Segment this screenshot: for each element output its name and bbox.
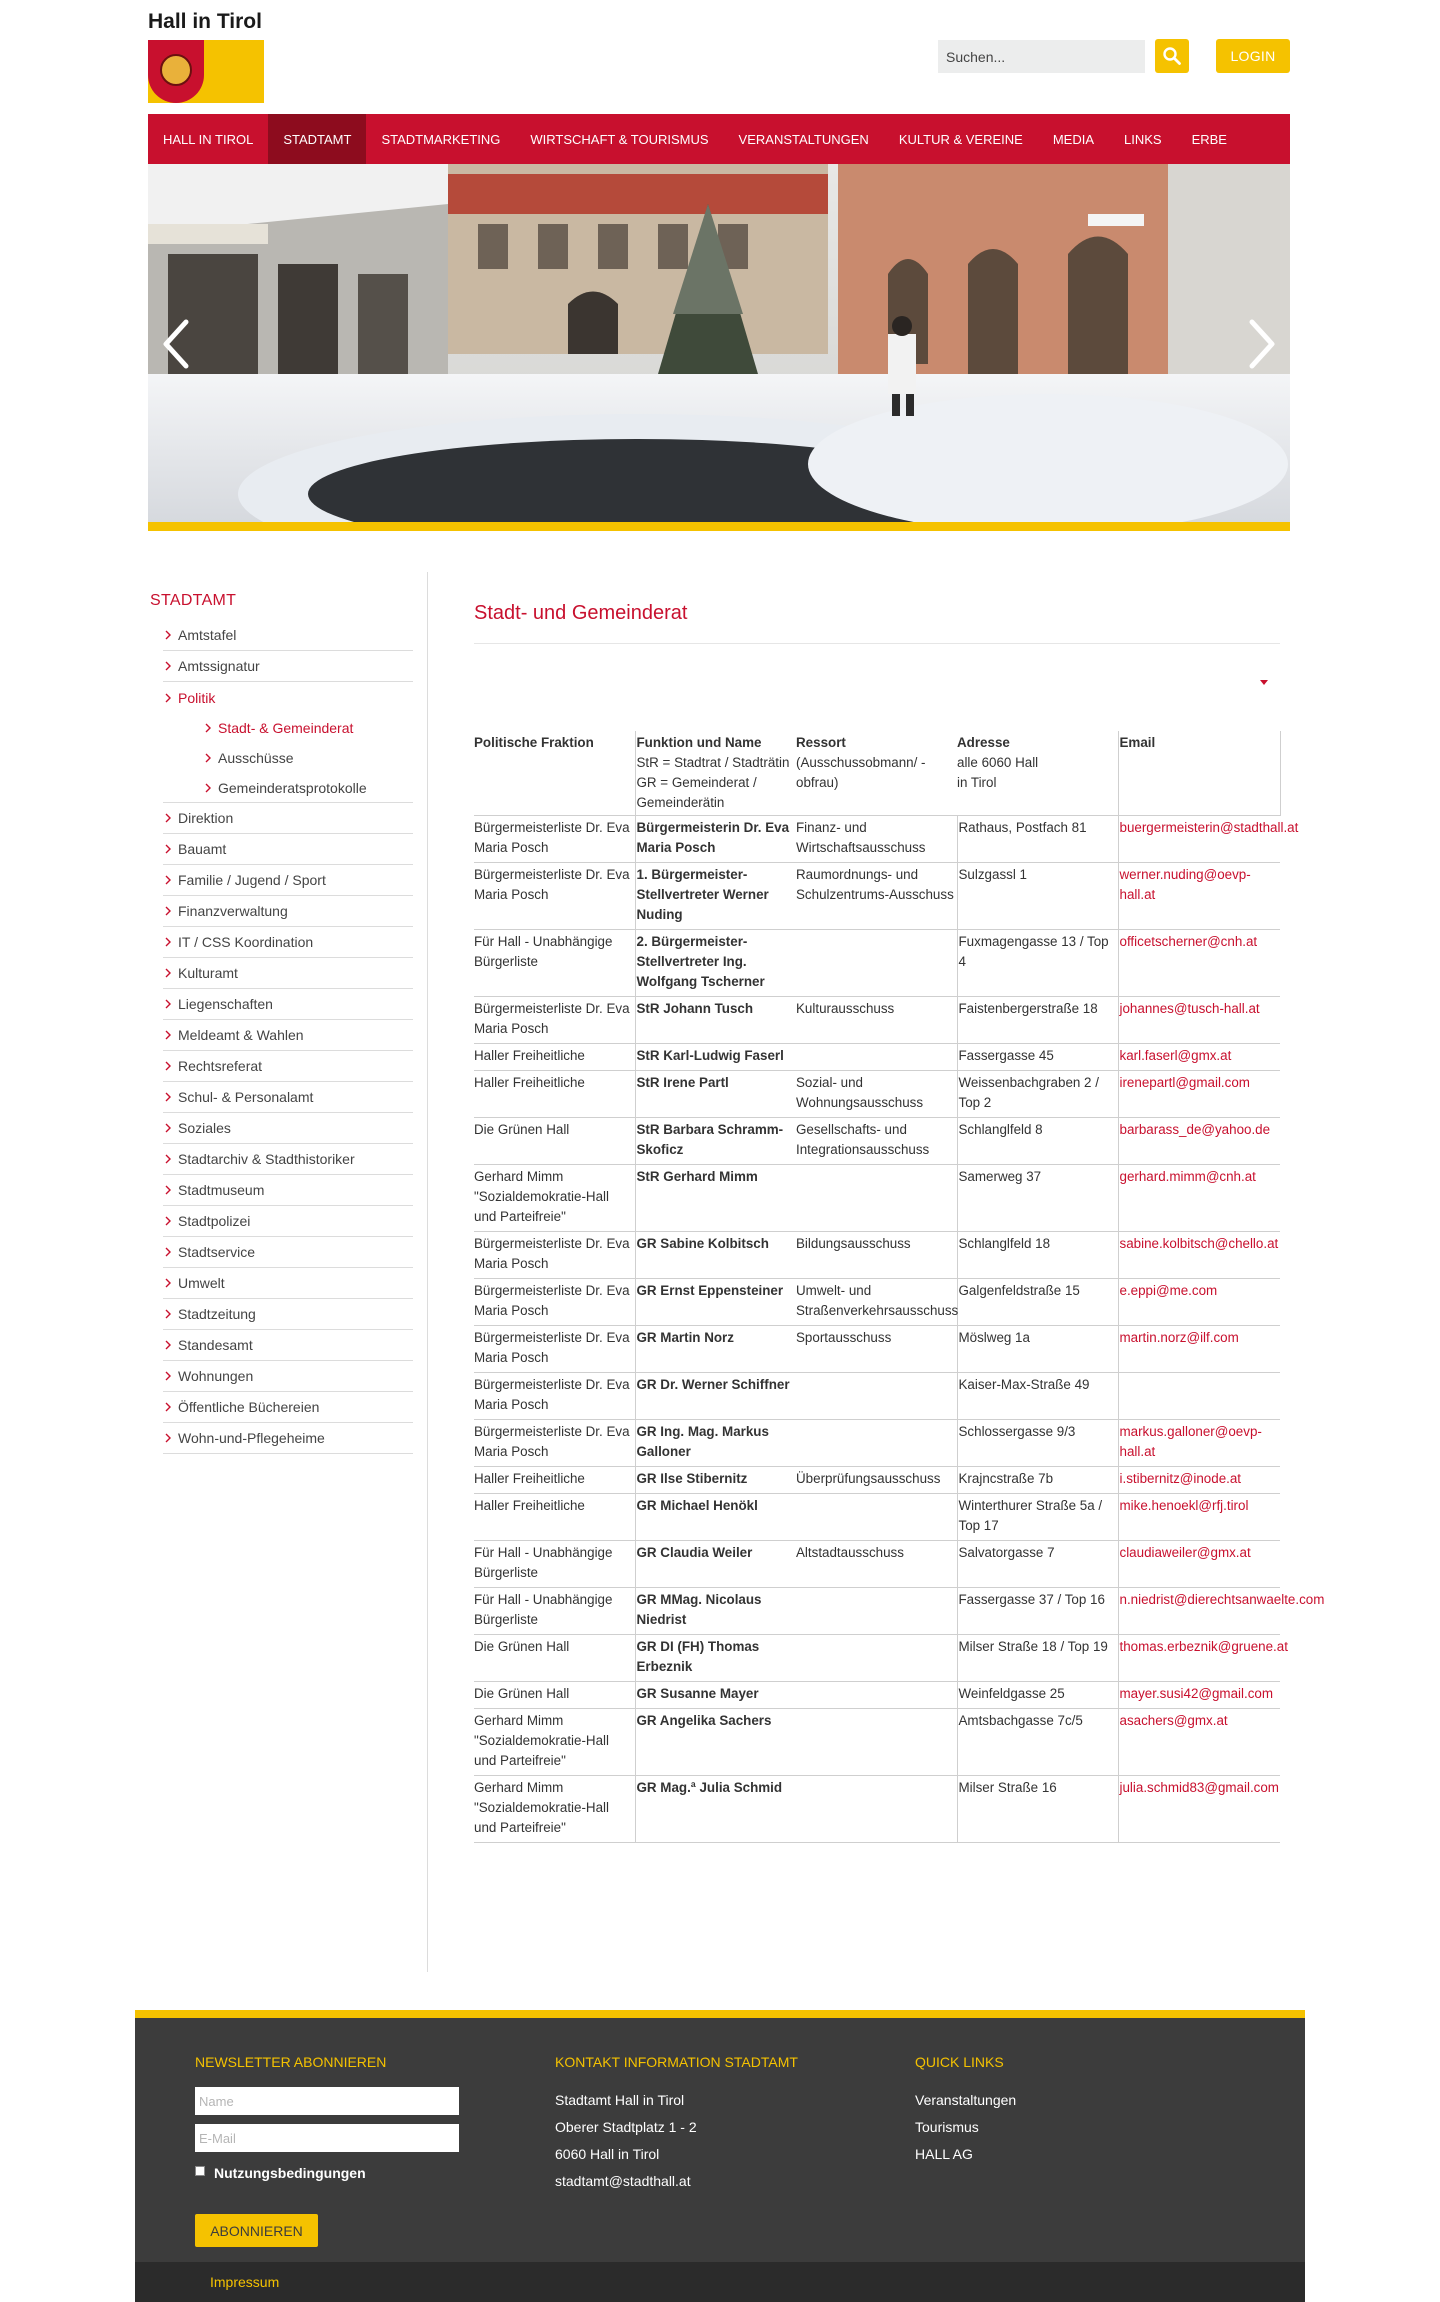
cell-fraktion: Bürgermeisterliste Dr. Eva Maria Posch [474, 997, 635, 1044]
table-row [474, 930, 1280, 997]
chevron-right-icon [165, 1371, 171, 1381]
cell-ressort: Altstadtausschuss [796, 1541, 957, 1588]
cell-adresse: Schlanglfeld 8 [957, 1118, 1118, 1165]
table-header-row [474, 731, 1280, 816]
footer-accent-bar [135, 2010, 1305, 2018]
contact-line: Stadtamt Hall in Tirol [555, 2092, 685, 2108]
cell-email-link[interactable]: werner.nuding@oevp-hall.at [1118, 863, 1280, 930]
cell-ressort: Sozial- und Wohnungsausschuss [796, 1071, 957, 1118]
cell-email-link[interactable]: n.niedrist@dierechtsanwaelte.com [1118, 1588, 1280, 1635]
cell-email-link[interactable]: mayer.susi42@gmail.com [1118, 1682, 1280, 1709]
quick-link-veranstaltungen[interactable]: Veranstaltungen [915, 2092, 1017, 2108]
table-row [474, 1279, 1280, 1326]
cell-name: GR Ernst Eppensteiner [635, 1279, 796, 1326]
cell-ressort: Raumordnungs- und Schulzentrums-Ausschuss [796, 863, 957, 930]
cell-email-link[interactable]: i.stibernitz@inode.at [1118, 1467, 1280, 1494]
cell-adresse: Salvatorgasse 7 [957, 1541, 1118, 1588]
sidebar-item-label: Politik [178, 689, 216, 706]
contact-heading: KONTAKT INFORMATION STADTAMT [555, 2054, 798, 2070]
cell-fraktion: Bürgermeisterliste Dr. Eva Maria Posch [474, 1232, 635, 1279]
sidebar-subitem-stadt-gemeinderat[interactable] [163, 713, 413, 743]
cell-adresse: Rathaus, Postfach 81 [957, 816, 1118, 863]
cell-ressort [796, 1709, 957, 1776]
cell-email-link[interactable]: sabine.kolbitsch@chello.at [1118, 1232, 1280, 1279]
cell-fraktion: Die Grünen Hall [474, 1635, 635, 1682]
sidebar-item-label: Kulturamt [178, 965, 238, 981]
search-button[interactable] [1155, 39, 1189, 73]
cell-adresse: Samerweg 37 [957, 1165, 1118, 1232]
hero-slider [148, 164, 1290, 522]
sidebar-item-label: IT / CSS Koordination [178, 934, 314, 950]
nav-item-erbe[interactable]: ERBE [1191, 131, 1227, 147]
cell-email-link[interactable] [1118, 1373, 1280, 1420]
sidebar-item-wohnungen[interactable] [163, 1361, 413, 1392]
chevron-right-icon [205, 753, 211, 763]
cell-email-link[interactable]: mike.henoekl@rfj.tirol [1118, 1494, 1280, 1541]
nav-item-links[interactable]: LINKS [1124, 131, 1162, 147]
chevron-right-icon [165, 968, 171, 978]
cell-adresse: Amtsbachgasse 7c/5 [957, 1709, 1118, 1776]
slider-prev-arrow-icon[interactable] [158, 314, 198, 374]
title-divider [474, 643, 1280, 644]
table-row [474, 1118, 1280, 1165]
table-row [474, 1635, 1280, 1682]
chevron-right-icon [165, 1185, 171, 1195]
cell-ressort [796, 1420, 957, 1467]
coat-of-arms-icon [148, 40, 204, 103]
cell-email-link[interactable]: johannes@tusch-hall.at [1118, 997, 1280, 1044]
chevron-right-icon [165, 661, 171, 671]
cell-email-link[interactable]: gerhard.mimm@cnh.at [1118, 1165, 1280, 1232]
sidebar-item-stadtservice[interactable] [163, 1237, 413, 1268]
cell-fraktion: Gerhard Mimm "Sozialdemokratie-Hall und Parteifreie" [474, 1709, 635, 1776]
cell-adresse: Milser Straße 18 / Top 19 [957, 1635, 1118, 1682]
sidebar-item-politik[interactable] [163, 682, 413, 713]
sidebar-subitem-gemeinderatsprotokolle[interactable] [163, 773, 413, 803]
cell-adresse: Milser Straße 16 [957, 1776, 1118, 1843]
cell-ressort [796, 1635, 957, 1682]
cell-name: GR Dr. Werner Schiffner [635, 1373, 796, 1420]
subscribe-button[interactable]: ABONNIEREN [195, 2214, 318, 2247]
cell-ressort [796, 1494, 957, 1541]
chevron-right-icon [205, 783, 211, 793]
hero-image [148, 164, 1290, 522]
sidebar-subitem-label: Ausschüsse [218, 750, 294, 766]
cell-email-link[interactable]: thomas.erbeznik@gruene.at [1118, 1635, 1280, 1682]
cell-adresse: Schlanglfeld 18 [957, 1232, 1118, 1279]
sidebar-item-it-css-koordination[interactable] [163, 927, 413, 958]
table-row [474, 997, 1280, 1044]
chevron-right-icon [165, 1309, 171, 1319]
cell-fraktion: Haller Freiheitliche [474, 1071, 635, 1118]
nav-item-wirtschaft-tourismus[interactable]: WIRTSCHAFT & TOURISMUS [530, 131, 709, 147]
cell-adresse: Weissenbachgraben 2 / Top 2 [957, 1071, 1118, 1118]
sidebar-item-stadtzeitung[interactable] [163, 1299, 413, 1330]
search-icon [1162, 46, 1182, 66]
newsletter-heading: NEWSLETTER ABONNIEREN [195, 2054, 387, 2070]
cell-adresse: Krajncstraße 7b [957, 1467, 1118, 1494]
nav-item-hall-in-tirol[interactable]: HALL IN TIROL [163, 131, 254, 147]
cell-name: GR Ing. Mag. Markus Galloner [635, 1420, 796, 1467]
table-row [474, 1071, 1280, 1118]
sidebar-item-label: Stadtarchiv & Stadthistoriker [178, 1151, 355, 1167]
sidebar-item-label: Amtssignatur [178, 658, 260, 674]
cell-fraktion: Bürgermeisterliste Dr. Eva Maria Posch [474, 1420, 635, 1467]
chevron-right-icon [165, 1433, 171, 1443]
table-row [474, 1494, 1280, 1541]
chevron-right-icon [165, 1216, 171, 1226]
cell-adresse: Sulzgassl 1 [957, 863, 1118, 930]
cell-fraktion: Die Grünen Hall [474, 1682, 635, 1709]
cell-ressort [796, 1682, 957, 1709]
cell-fraktion: Haller Freiheitliche [474, 1467, 635, 1494]
chevron-right-icon [165, 1030, 171, 1040]
sidebar-item-label: Finanzverwaltung [178, 903, 288, 919]
sidebar-item-label: Stadtservice [178, 1244, 256, 1260]
cell-fraktion: Für Hall - Unabhängige Bürgerliste [474, 1588, 635, 1635]
cell-name: GR MMag. Nicolaus Niedrist [635, 1588, 796, 1635]
column-divider [427, 572, 428, 1972]
nav-item-stadtmarketing[interactable]: STADTMARKETING [381, 131, 501, 147]
table-row [474, 1326, 1280, 1373]
chevron-right-icon [165, 1154, 171, 1164]
table-row [474, 1588, 1280, 1635]
site-logo[interactable] [148, 40, 264, 103]
cell-fraktion: Bürgermeisterliste Dr. Eva Maria Posch [474, 863, 635, 930]
table-row [474, 1776, 1280, 1843]
cell-email-link[interactable]: markus.galloner@oevp-hall.at [1118, 1420, 1280, 1467]
sidebar-menu [163, 620, 413, 1454]
sidebar-item-label: Liegenschaften [178, 996, 273, 1012]
sidebar-item-bauamt[interactable] [163, 834, 413, 865]
chevron-right-icon [165, 693, 171, 703]
cell-fraktion: Die Grünen Hall [474, 1118, 635, 1165]
cell-fraktion: Gerhard Mimm "Sozialdemokratie-Hall und Parteifreie" [474, 1776, 635, 1843]
cell-ressort [796, 1165, 957, 1232]
cell-adresse: Schlossergasse 9/3 [957, 1420, 1118, 1467]
cell-name: GR Sabine Kolbitsch [635, 1232, 796, 1279]
cell-adresse: Fassergasse 37 / Top 16 [957, 1588, 1118, 1635]
cell-name: 2. Bürgermeister-Stellvertreter Ing. Wolfgang Tscherner [635, 930, 796, 997]
cell-adresse: Galgenfeldstraße 15 [957, 1279, 1118, 1326]
nav-item-media[interactable]: MEDIA [1052, 131, 1094, 147]
sidebar-item-label: Direktion [178, 810, 234, 826]
chevron-right-icon [165, 813, 171, 823]
cell-email-link[interactable]: irenepartl@gmail.com [1118, 1071, 1280, 1118]
cell-ressort [796, 1588, 957, 1635]
sidebar-item-buechereien[interactable] [163, 1392, 413, 1423]
column-header-ressort: Ressort (Ausschussobmann/ -obfrau) [796, 731, 957, 816]
login-button[interactable]: LOGIN [1216, 39, 1290, 73]
cell-adresse: Kaiser-Max-Straße 49 [957, 1373, 1118, 1420]
sidebar-item-stadtmuseum[interactable] [163, 1175, 413, 1206]
table-row [474, 1420, 1280, 1467]
chevron-right-icon [205, 723, 211, 733]
page-title: Stadt- und Gemeinderat [474, 602, 688, 624]
chevron-right-icon [165, 906, 171, 916]
sidebar-item-label: Bauamt [178, 841, 227, 857]
sidebar-item-direktion[interactable] [163, 803, 413, 834]
sidebar-item-label: Familie / Jugend / Sport [178, 872, 326, 888]
sidebar-item-label: Schul- & Personalamt [178, 1089, 314, 1105]
cell-ressort: Kulturausschuss [796, 997, 957, 1044]
cell-fraktion: Für Hall - Unabhängige Bürgerliste [474, 930, 635, 997]
cell-fraktion: Haller Freiheitliche [474, 1494, 635, 1541]
cell-fraktion: Haller Freiheitliche [474, 1044, 635, 1071]
hero-accent-bar [148, 522, 1290, 531]
cell-ressort: Sportausschuss [796, 1326, 957, 1373]
impressum-link[interactable]: Impressum [210, 2274, 280, 2290]
sidebar-item-label: Standesamt [178, 1337, 253, 1353]
newsletter-email-field[interactable] [195, 2124, 459, 2152]
sidebar-item-stadtpolizei[interactable] [163, 1206, 413, 1237]
cell-ressort: Gesellschafts- und Integrationsausschuss [796, 1118, 957, 1165]
cell-name: StR Gerhard Mimm [635, 1165, 796, 1232]
table-row [474, 1541, 1280, 1588]
table-row [474, 863, 1280, 930]
terms-label[interactable]: Nutzungsbedingungen [214, 2165, 366, 2181]
quick-link-tourismus[interactable]: Tourismus [915, 2119, 979, 2135]
cell-name: GR DI (FH) Thomas Erbeznik [635, 1635, 796, 1682]
quick-links-heading: QUICK LINKS [915, 2054, 1004, 2070]
cell-name: StR Karl-Ludwig Faserl [635, 1044, 796, 1071]
sidebar-item-label: Umwelt [178, 1275, 225, 1291]
sidebar-item-label: Wohn-und-Pflegeheime [178, 1430, 325, 1446]
chevron-right-icon [165, 1092, 171, 1102]
sidebar-item-amtssignatur[interactable] [163, 651, 413, 682]
cell-ressort: Finanz- und Wirtschaftsausschuss [796, 816, 957, 863]
chevron-right-icon [165, 937, 171, 947]
cell-email-link[interactable]: claudiaweiler@gmx.at [1118, 1541, 1280, 1588]
cell-ressort [796, 1776, 957, 1843]
dropdown-caret-icon[interactable] [1260, 680, 1268, 685]
cell-ressort: Umwelt- und Straßenverkehrsausschuss [796, 1279, 957, 1326]
quick-link-hall-ag[interactable]: HALL AG [915, 2146, 973, 2162]
chevron-right-icon [165, 1123, 171, 1133]
cell-ressort: Überprüfungsausschuss [796, 1467, 957, 1494]
cell-name: GR Mag.ª Julia Schmid [635, 1776, 796, 1843]
cell-email-link[interactable]: barbarass_de@yahoo.de [1118, 1118, 1280, 1165]
cell-email-link[interactable]: karl.faserl@gmx.at [1118, 1044, 1280, 1071]
cell-email-link[interactable]: asachers@gmx.at [1118, 1709, 1280, 1776]
cell-name: StR Irene Partl [635, 1071, 796, 1118]
sidebar-item-rechtsreferat[interactable] [163, 1051, 413, 1082]
sidebar-item-meldeamt-wahlen[interactable] [163, 1020, 413, 1051]
nav-item-veranstaltungen[interactable]: VERANSTALTUNGEN [738, 131, 869, 147]
cell-name: 1. Bürgermeister-Stellvertreter Werner Nuding [635, 863, 796, 930]
cell-fraktion: Gerhard Mimm "Sozialdemokratie-Hall und Parteifreie" [474, 1165, 635, 1232]
cell-ressort [796, 1044, 957, 1071]
sidebar-item-label: Stadtpolizei [178, 1213, 251, 1229]
chevron-right-icon [165, 1278, 171, 1288]
contact-line: 6060 Hall in Tirol [555, 2146, 660, 2162]
sidebar-item-label: Stadtzeitung [178, 1306, 256, 1322]
cell-fraktion: Bürgermeisterliste Dr. Eva Maria Posch [474, 816, 635, 863]
table-row [474, 1373, 1280, 1420]
cell-adresse: Weinfeldgasse 25 [957, 1682, 1118, 1709]
cell-email-link[interactable]: julia.schmid83@gmail.com [1118, 1776, 1280, 1843]
cell-name: GR Claudia Weiler [635, 1541, 796, 1588]
cell-name: StR Barbara Schramm-Skoficz [635, 1118, 796, 1165]
sidebar-item-familie-jugend-sport[interactable] [163, 865, 413, 896]
cell-name: GR Ilse Stibernitz [635, 1467, 796, 1494]
cell-email-link[interactable]: martin.norz@ilf.com [1118, 1326, 1280, 1373]
slider-next-arrow-icon[interactable] [1240, 314, 1280, 374]
chevron-right-icon [165, 1340, 171, 1350]
sidebar-item-stadtarchiv[interactable] [163, 1144, 413, 1175]
cell-fraktion: Bürgermeisterliste Dr. Eva Maria Posch [474, 1326, 635, 1373]
cell-email-link[interactable]: buergermeisterin@stadthall.at [1118, 816, 1280, 863]
sidebar-item-label: Soziales [178, 1120, 231, 1136]
sidebar-subitem-label: Stadt- & Gemeinderat [218, 720, 354, 736]
footer-bottom-bar [135, 2262, 1305, 2302]
sidebar-item-amtstafel[interactable] [163, 620, 413, 651]
sidebar-item-label: Stadtmuseum [178, 1182, 265, 1198]
chevron-right-icon [165, 1247, 171, 1257]
site-title[interactable]: Hall in Tirol [148, 10, 262, 33]
cell-adresse: Möslweg 1a [957, 1326, 1118, 1373]
sidebar-title: STADTAMT [150, 592, 237, 609]
cell-name: GR Susanne Mayer [635, 1682, 796, 1709]
sidebar-item-label: Rechtsreferat [178, 1058, 263, 1074]
column-header-funktion: Funktion und Name StR = Stadtrat / Stadträtin GR = Gemeinderat / Gemeinderätin [635, 731, 796, 816]
sidebar-item-liegenschaften[interactable] [163, 989, 413, 1020]
table-row [474, 1709, 1280, 1776]
sidebar-item-wohn-pflegeheime[interactable] [163, 1423, 413, 1454]
sidebar-item-schul-personalamt[interactable] [163, 1082, 413, 1113]
chevron-right-icon [165, 1061, 171, 1071]
chevron-right-icon [165, 844, 171, 854]
cell-adresse: Fuxmagengasse 13 / Top 4 [957, 930, 1118, 997]
contact-line: Oberer Stadtplatz 1 - 2 [555, 2119, 697, 2135]
table-row [474, 1682, 1280, 1709]
table-row [474, 1044, 1280, 1071]
sidebar-item-label: Öffentliche Büchereien [178, 1399, 320, 1415]
search-input[interactable] [938, 40, 1145, 73]
cell-adresse: Winterthurer Straße 5a / Top 17 [957, 1494, 1118, 1541]
cell-ressort [796, 930, 957, 997]
cell-email-link[interactable]: officetscherner@cnh.at [1118, 930, 1280, 997]
cell-name: StR Johann Tusch [635, 997, 796, 1044]
cell-adresse: Fassergasse 45 [957, 1044, 1118, 1071]
sidebar-item-label: Amtstafel [178, 627, 237, 643]
cell-ressort [796, 1373, 957, 1420]
column-header-email: Email [1118, 731, 1280, 816]
table-row [474, 816, 1280, 863]
cell-name: GR Michael Henökl [635, 1494, 796, 1541]
sidebar-subitem-label: Gemeinderatsprotokolle [218, 779, 367, 796]
terms-checkbox[interactable] [195, 2166, 205, 2176]
sidebar-item-kulturamt[interactable] [163, 958, 413, 989]
cell-name: GR Martin Norz [635, 1326, 796, 1373]
sidebar-item-soziales[interactable] [163, 1113, 413, 1144]
cell-name: GR Angelika Sachers [635, 1709, 796, 1776]
nav-item-kultur-vereine[interactable]: KULTUR & VEREINE [898, 131, 1023, 147]
column-header-fraktion: Politische Fraktion [474, 731, 635, 816]
sidebar-item-umwelt[interactable] [163, 1268, 413, 1299]
cell-name: Bürgermeisterin Dr. Eva Maria Posch [635, 816, 796, 863]
table-row [474, 1165, 1280, 1232]
chevron-right-icon [165, 1402, 171, 1412]
council-table [474, 731, 1325, 1843]
column-header-adresse: Adresse alle 6060 Hall in Tirol [957, 731, 1118, 816]
main-nav [148, 114, 1290, 164]
chevron-right-icon [165, 875, 171, 885]
table-row [474, 1467, 1280, 1494]
cell-email-link[interactable]: e.eppi@me.com [1118, 1279, 1280, 1326]
sidebar-item-finanzverwaltung[interactable] [163, 896, 413, 927]
contact-email-link[interactable]: stadtamt@stadthall.at [555, 2173, 691, 2189]
cell-fraktion: Bürgermeisterliste Dr. Eva Maria Posch [474, 1279, 635, 1326]
sidebar-subitem-ausschuesse[interactable] [163, 743, 413, 773]
cell-adresse: Faistenbergerstraße 18 [957, 997, 1118, 1044]
cell-fraktion: Bürgermeisterliste Dr. Eva Maria Posch [474, 1373, 635, 1420]
cell-ressort: Bildungsausschuss [796, 1232, 957, 1279]
nav-item-stadtamt[interactable]: STADTAMT [268, 114, 366, 164]
sidebar-item-label: Wohnungen [178, 1368, 254, 1384]
table-row [474, 1232, 1280, 1279]
cell-fraktion: Für Hall - Unabhängige Bürgerliste [474, 1541, 635, 1588]
sidebar-item-label: Meldeamt & Wahlen [178, 1027, 304, 1043]
chevron-right-icon [165, 630, 171, 640]
newsletter-name-field[interactable] [195, 2087, 459, 2115]
sidebar-item-standesamt[interactable] [163, 1330, 413, 1361]
chevron-right-icon [165, 999, 171, 1009]
